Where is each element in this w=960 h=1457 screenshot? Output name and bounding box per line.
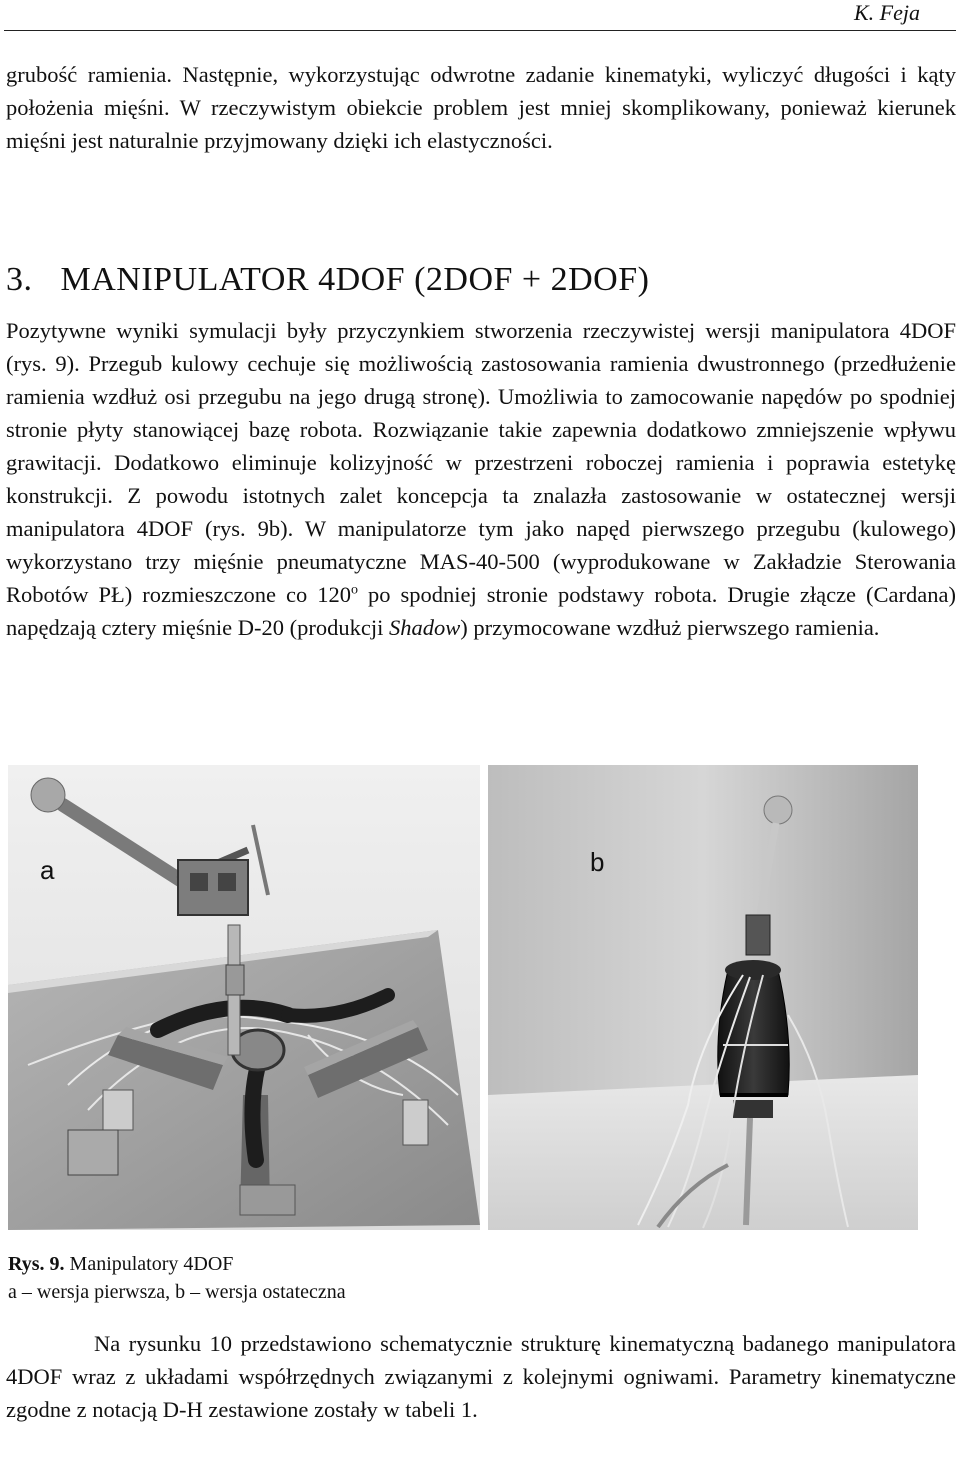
degree-superscript: o — [350, 582, 358, 598]
figure-caption-number: Rys. 9. — [8, 1253, 65, 1275]
section-number: 3. — [6, 261, 33, 298]
paragraph-bottom — [6, 1327, 956, 1426]
paragraph-main-part2: po spodniej stronie podstawy robota. Drugie złącze (Cardana) napędzają cztery mięśnie D-20 (produkcji — [6, 582, 956, 640]
header-rule — [4, 30, 956, 31]
figure-caption-line1 — [8, 1251, 233, 1277]
paragraph-intro: grubość ramienia. Następnie, wykorzystując odwrotne zadanie kinematyki, wyliczyć długości i kąty położenia mięśni. W rzeczywistym obiekcie problem jest mniej skomplikowany, ponieważ kierunek mięśni jest naturalnie przyjmowany dzięki ich elastyczności. — [6, 62, 956, 153]
page-header — [0, 0, 960, 34]
running-head-author: K. Feja — [854, 0, 920, 25]
figure-label-a: a — [40, 855, 55, 885]
photo-b-graphic — [488, 765, 918, 1230]
figure-label-b: b — [590, 847, 605, 877]
paragraph-main — [6, 314, 956, 644]
figure-photo-b — [488, 765, 918, 1230]
paragraph-main-part1: Pozytywne wyniki symulacji były przyczynkiem stworzenia rzeczywistej wersji manipulatora 4DOF (rys. 9). Przegub kulowy cechuje się możliwością zastosowania ramienia dwustronnego (przedłużenie ramienia wzdłuż osi przegubu na jego drugą stronę). Umożliwia to zamocowanie napędów po spodniej stronie płyty stanowiącej bazę robota. Rozwiązanie takie zapewnia dodatkowo zmniejszenie wpływu grawitacji. Dodatkowo eliminuje kolizyjność w przestrzeni roboczej ramienia i poprawia estetykę konstrukcji. Z powodu istotnych zalet koncepcja ta znalazła zastosowanie w ostatecznej wersji manipulatora 4DOF (rys. 9b). W manipulatorze tym jako napęd pierwszego przegubu (kulowego) wykorzystano trzy mięśnie pneumatyczne MAS-40-500 (wyprodukowane w Zakładzie Sterowania Robotów PŁ) rozmieszczone co 120 — [6, 318, 956, 607]
paragraph-main-shadow: Shadow — [388, 615, 461, 640]
photo-a-graphic — [8, 765, 480, 1230]
paragraph-main-part3: ) przymocowane wzdłuż pierwszego ramienia. — [460, 615, 880, 640]
section-title: MANIPULATOR 4DOF (2DOF + 2DOF) — [60, 261, 650, 298]
figure-caption-line2: a – wersja pierwsza, b – wersja ostateczna — [8, 1281, 346, 1303]
paragraph-bottom-text: Na rysunku 10 przedstawiono schematycznie strukturę kinematyczną badanego manipulatora 4DOF wraz z układami współrzędnych związanymi z kolejnymi ogniwami. Parametry kinematyczne zgodne z notacją D-H zestawione zostały w tabeli 1. — [6, 1331, 956, 1422]
section-heading — [6, 258, 649, 302]
figure-caption-title: Manipulatory 4DOF — [64, 1253, 234, 1275]
figure-photo-a — [8, 765, 480, 1230]
